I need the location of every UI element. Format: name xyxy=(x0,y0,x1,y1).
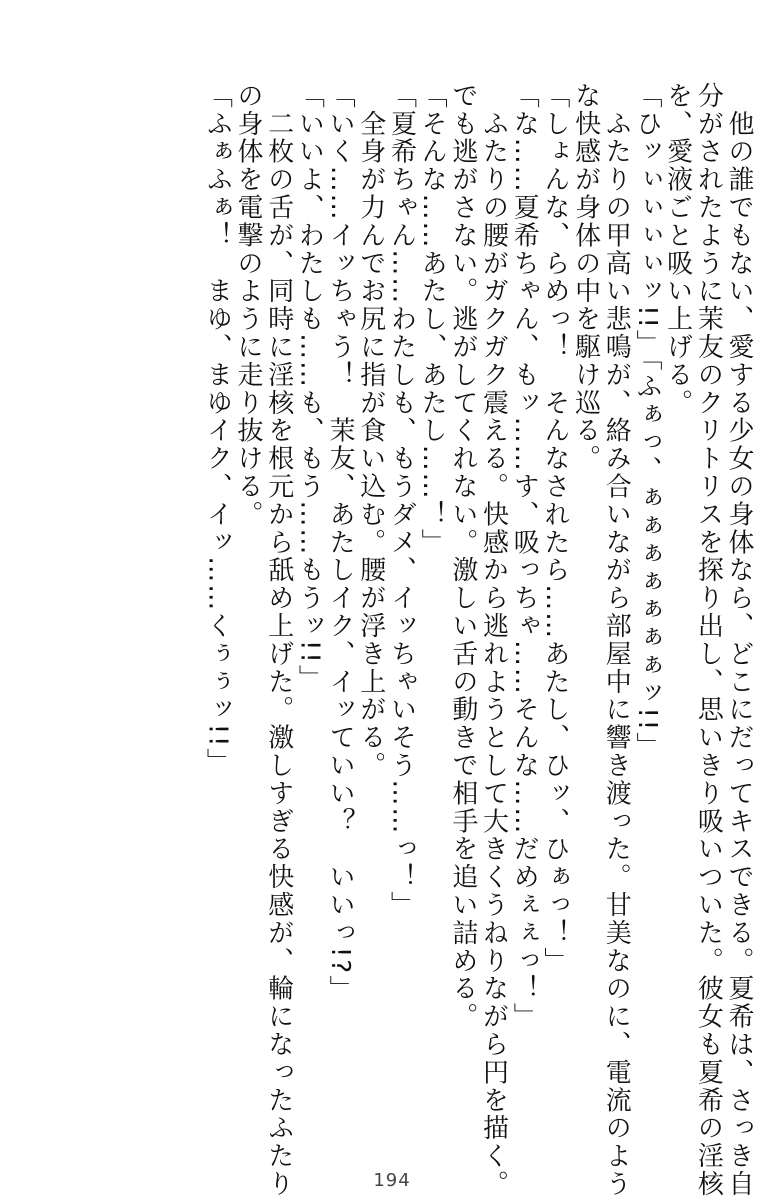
dialogue-line: 「いいよ、わたしも……も、もう……もうッ!!」 xyxy=(294,82,325,693)
text-line: の身体を電撃のように走り抜ける。 xyxy=(233,82,263,529)
page-number: 194 xyxy=(373,1170,411,1191)
dialogue-line: 「いく……イッちゃう！ 茉友、あたしイク、イッていい？ いいっ!?」 xyxy=(325,82,356,1003)
dialogue-line: 「夏希ちゃん……わたしも、もうダメ、イッちゃいそう……っ！」 xyxy=(386,82,417,919)
text-line: 二枚の舌が、同時に淫核を根元から舐め上げた。激しすぎる快感が、輪になったふたり xyxy=(263,82,294,1198)
text-line: 全身が力んでお尻に指が食い込む。腰が浮き上がる。 xyxy=(355,82,386,780)
text-line: でも逃がさない。逃がしてくれない。激しい舌の動きで相手を追い詰める。 xyxy=(447,82,478,1031)
dialogue-line: 「ひッぃぃぃぃッ!!」「ふぁっ、ぁぁぁぁぁぁぁッ!!」 xyxy=(631,82,662,760)
dialogue-line: 「ふぁふぁ！ まゆ、まゆイク、イッ……くぅぅッ!!」 xyxy=(202,82,233,777)
text-line: 他の誰でもない、愛する少女の身体なら、どこにだってキスできる。夏希は、さっき自 xyxy=(724,82,754,1198)
text-line: 分がされたように茉友のクリトリスを探り出し、思いきり吸いついた。彼女も夏希の淫核 xyxy=(693,82,724,1198)
dialogue-line: 「そんな……あたし、あたし……！」 xyxy=(417,82,448,557)
text-line: ふたりの甲高い悲鳴が、絡み合いながら部屋中に響き渡った。甘美なのに、電流のよう xyxy=(601,82,632,1198)
dialogue-line: 「な……夏希ちゃん、もッ……す、吸っちゃ……そんな……だめぇぇっ！」 xyxy=(509,82,540,1031)
dialogue-line: 「しょんな、らめっ！ そんなされたら……あたし、ひッ、ひぁっ！」 xyxy=(539,82,570,975)
text-line: を、愛液ごと吸い上げる。 xyxy=(662,82,693,417)
text-line: な快感が身体の中を駆け巡る。 xyxy=(570,82,601,473)
text-line: ふたりの腰がガクガク震える。快感から逃れようとして大きくうねりながら円を描く。 xyxy=(478,82,509,1198)
